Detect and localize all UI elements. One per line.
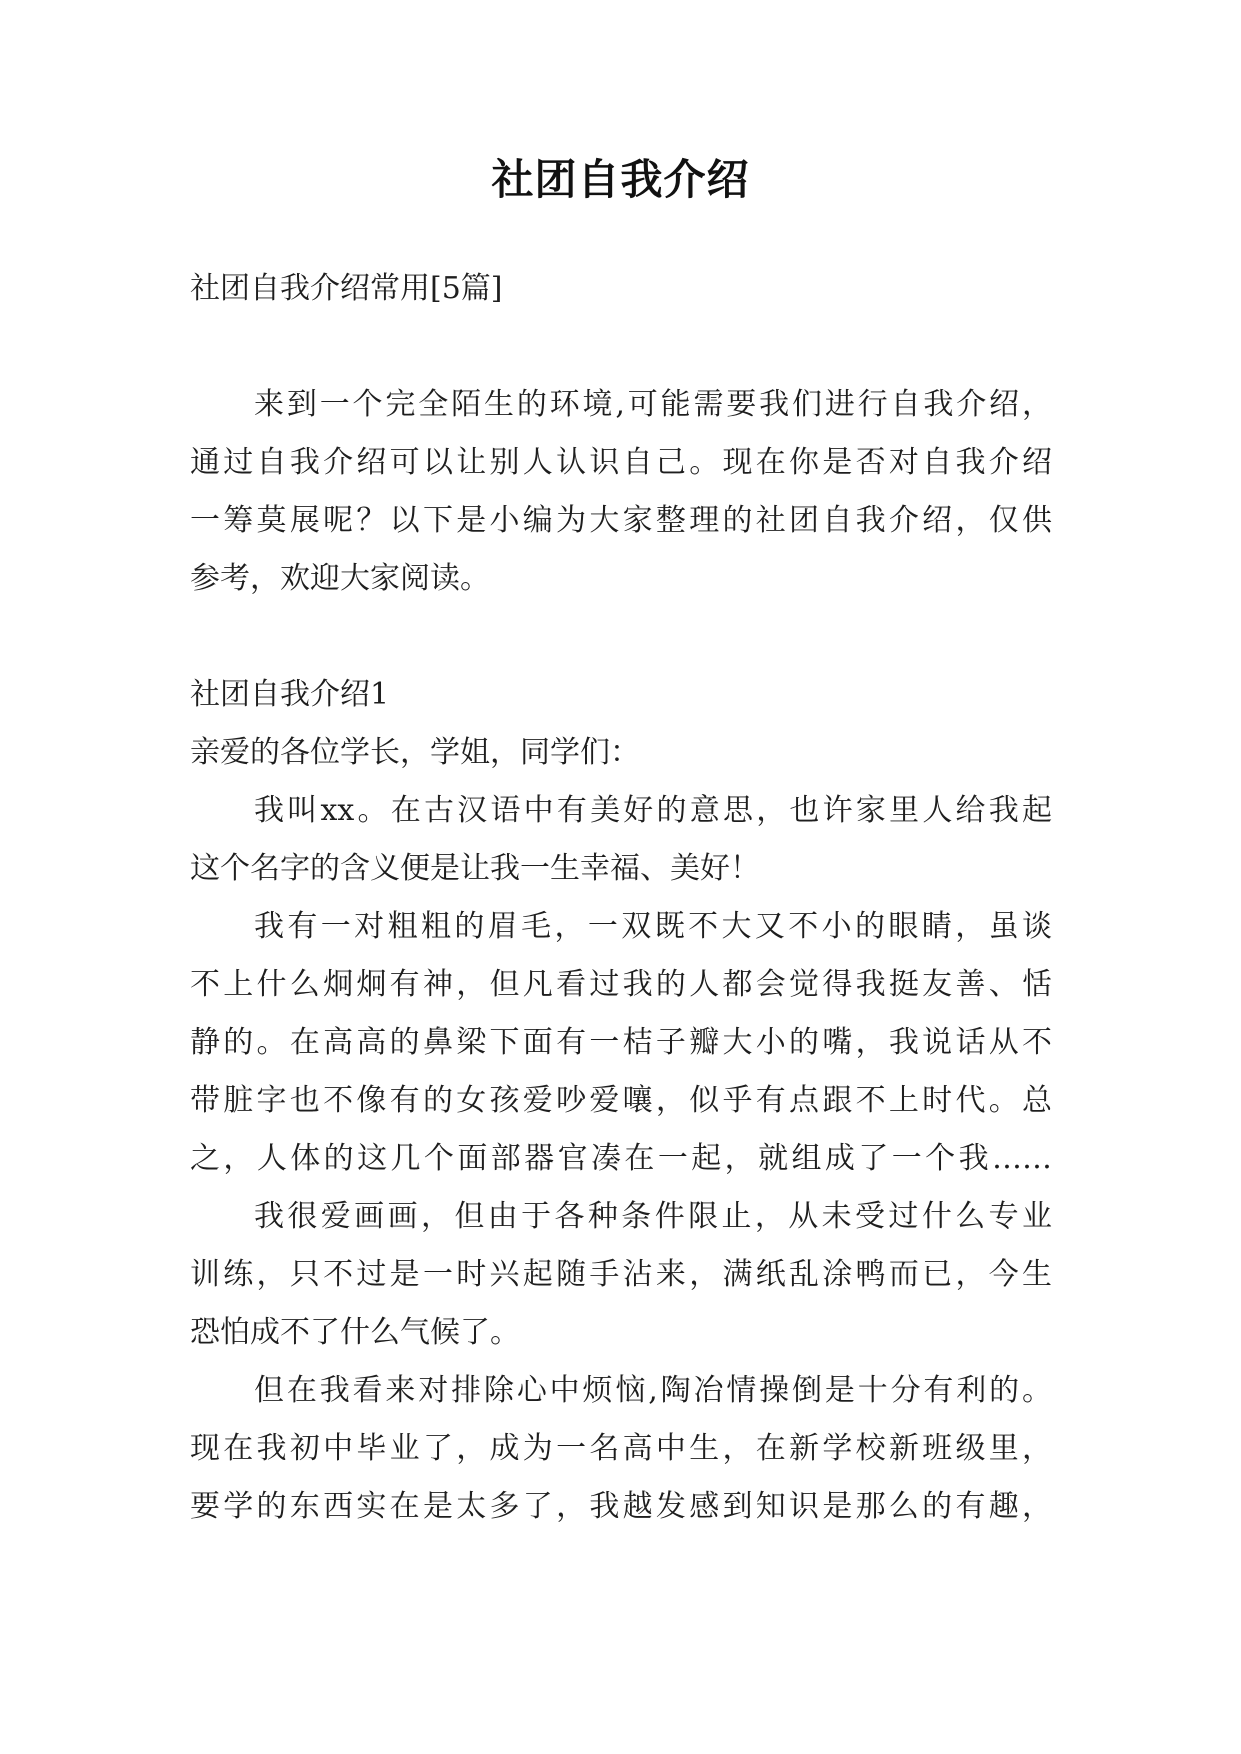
paragraph-line: 我很爱画画，但由于各种条件限止，从未受过什么专业 (254, 1199, 1052, 1234)
paragraph-line: 之，人体的这几个面部器官凑在一起，就组成了一个我…… (190, 1141, 1052, 1176)
paragraph-line: 恐怕成不了什么气候了。 (190, 1315, 520, 1350)
paragraph-line: 不上什么炯炯有神，但凡看过我的人都会觉得我挺友善、恬 (190, 967, 1052, 1002)
document-title: 社团自我介绍 (491, 155, 750, 204)
spacer (190, 608, 1052, 666)
paragraph-line: 参考，欢迎大家阅读。 (190, 561, 490, 596)
paragraph-line: 来到一个完全陌生的环境,可能需要我们进行自我介绍， (254, 387, 1052, 422)
paragraph-line: 我叫xx。在古汉语中有美好的意思，也许家里人给我起 (254, 793, 1052, 828)
paragraph-line: 这个名字的含义便是让我一生幸福、美好！ (190, 851, 760, 886)
paragraph-line: 现在我初中毕业了，成为一名高中生，在新学校新班级里， (190, 1431, 1052, 1466)
section-heading: 社团自我介绍1 (190, 677, 390, 712)
paragraph-line: 带脏字也不像有的女孩爱吵爱嚷，似乎有点跟不上时代。总 (190, 1083, 1052, 1118)
paragraph-line: 要学的东西实在是太多了，我越发感到知识是那么的有趣， (190, 1489, 1052, 1524)
paragraph-line: 训练，只不过是一时兴起随手沾来，满纸乱涂鸭而已，今生 (190, 1257, 1052, 1292)
paragraph-line: 但在我看来对排除心中烦恼,陶冶情操倒是十分有利的。 (254, 1373, 1052, 1408)
greeting-line: 亲爱的各位学长，学姐，同学们： (190, 735, 640, 770)
paragraph-line: 通过自我介绍可以让别人认识自己。现在你是否对自我介绍 (190, 445, 1052, 480)
paragraph-line: 静的。在高高的鼻梁下面有一桔子瓣大小的嘴，我说话从不 (190, 1025, 1052, 1060)
spacer (190, 318, 1052, 376)
section-1 (190, 666, 1052, 1536)
document-subtitle: 社团自我介绍常用[5篇] (190, 271, 503, 306)
intro-paragraph (190, 376, 1052, 608)
document-body (190, 260, 1052, 1536)
paragraph-line: 我有一对粗粗的眉毛，一双既不大又不小的眼睛，虽谈 (254, 909, 1052, 944)
paragraph-line: 一筹莫展呢？以下是小编为大家整理的社团自我介绍，仅供 (190, 503, 1052, 538)
